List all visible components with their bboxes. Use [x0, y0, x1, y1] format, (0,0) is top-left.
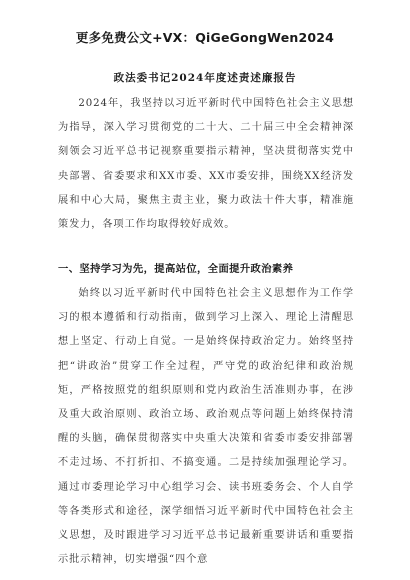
intro-paragraph: 2024年，我坚持以习近平新时代中国特色社会主义思想为指导，深入学习贯彻党的二十大、二十届三中全会精神深刻领会习近平总书记视察重要指示精神，坚决贯彻落实党中央部署、省委要求和XX市委、XX市委安排，围绕XX经济发展和中心大局，聚焦主责主业，聚力政法十件大事，精准施策发力，各项工作均取得较好成效。	[58, 98, 354, 231]
promo-header: 更多免费公文+VX：QiGeGongWen2024	[75, 30, 335, 45]
section-heading: 一、坚持学习为先，提高站位，全面提升政治素养	[58, 263, 294, 275]
section-paragraph: 始终以习近平新时代中国特色社会主义思想作为工作学习的根本遵循和行动指南，做到学习上深入、理论上清醒思想上坚定、行动上自觉。一是始终保持政治定力。始终坚持把“讲政治”贯穿工作全过程，严守党的政治纪律和政治规矩，严格按照党的组织原则和党内政治生活准则办事，在涉及重大政治原则、政治立场、政治观点等问题上始终保持清醒的头脑，确保贯彻落实中央重大决策和省委市委安排部署不走过场、不打折扣、不搞变通。二是持续加强理论学习。通过市委理论学习中心组学习会、读书班委务会、个人自学等各类形式和途径，深学细悟习近平新时代中国特色社会主义思想，及时跟进学习习近平总书记最新重要讲话和重要指示批示精神，切实增强“四个意	[58, 288, 354, 566]
document-title: 政法委书记2024年度述责述廉报告	[113, 72, 297, 84]
